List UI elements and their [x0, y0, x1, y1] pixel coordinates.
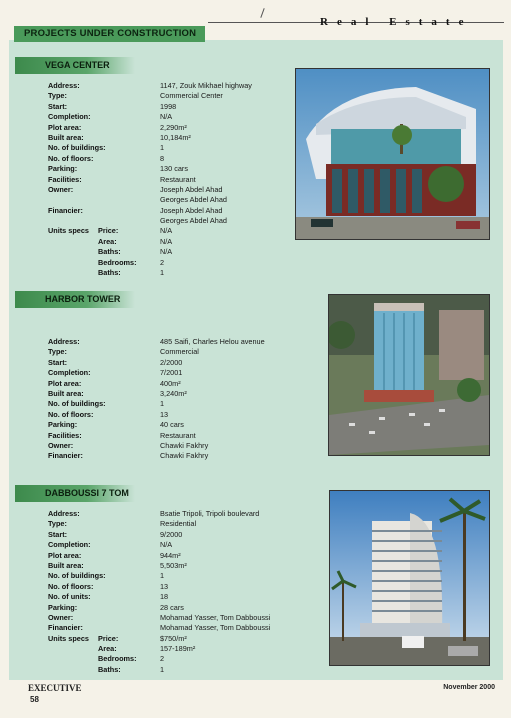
- spec-label: Type:: [48, 91, 67, 101]
- spec-row: [48, 112, 288, 122]
- spec-value: 1147, Zouk Mikhael highway: [160, 81, 252, 90]
- spec-row: [48, 451, 288, 461]
- spec-row: [48, 399, 288, 409]
- spec-row: [48, 268, 288, 278]
- spec-label: Completion:: [48, 540, 91, 550]
- spec-row: [48, 431, 288, 441]
- spec-sublabel: Baths:: [98, 268, 121, 278]
- spec-value: 2: [160, 257, 165, 267]
- spec-label-group: [48, 665, 160, 675]
- spec-label-group: [48, 237, 160, 247]
- spec-value: 13: [160, 409, 169, 419]
- spec-label-group: [48, 268, 160, 278]
- spec-value: 2/2000: [160, 357, 183, 367]
- spec-label: Address:: [48, 509, 80, 518]
- spec-label: Units specs: [48, 226, 89, 236]
- spec-label: Financier:: [48, 451, 83, 461]
- spec-value: 28 cars: [160, 602, 184, 612]
- spec-label: Plot area:: [48, 122, 82, 132]
- spec-value: 5,503m²: [160, 560, 187, 570]
- spec-row: [48, 185, 288, 195]
- spec-row: [48, 337, 288, 347]
- spec-label: Type:: [48, 519, 67, 529]
- spec-value: Joseph Abdel Ahad: [160, 205, 223, 215]
- spec-row: [48, 368, 288, 378]
- spec-value: N/A: [160, 112, 173, 122]
- spec-sublabel: Baths:: [98, 664, 121, 674]
- spec-label: No. of buildings:: [48, 571, 106, 581]
- spec-row: [48, 561, 288, 571]
- spec-value: 8: [160, 153, 165, 163]
- spec-value: 157-189m²: [160, 644, 196, 654]
- spec-value: 400m²: [160, 378, 181, 388]
- stray-mark: [260, 8, 264, 18]
- spec-value: 1: [160, 268, 165, 278]
- spec-row: [48, 665, 288, 675]
- spec-row: [48, 358, 288, 368]
- magazine-logo: EXECUTIVE: [28, 683, 82, 693]
- spec-label: Units specs: [48, 633, 89, 643]
- spec-label: Start:: [48, 529, 68, 539]
- spec-label: Built area:: [48, 132, 84, 142]
- spec-value: Mohamad Yasser, Tom Dabboussi: [160, 623, 271, 633]
- spec-value: Restaurant: [160, 174, 196, 184]
- spec-list-vega-center: [48, 81, 288, 278]
- spec-row: [48, 164, 288, 174]
- spec-value: 1998: [160, 101, 177, 111]
- spec-value: 2,290m²: [160, 122, 187, 132]
- spec-value: 9/2000: [160, 529, 183, 539]
- spec-row: [48, 654, 288, 664]
- spec-label: Owner:: [48, 612, 74, 622]
- spec-row: [48, 592, 288, 602]
- spec-value: 944m²: [160, 550, 181, 560]
- spec-sublabel: Area:: [98, 644, 117, 654]
- spec-label: Facilities:: [48, 174, 82, 184]
- spec-row: [48, 133, 288, 143]
- spec-value: Bsatie Tripoli, Tripoli boulevard: [160, 509, 260, 518]
- spec-row: [48, 551, 288, 561]
- spec-label: Facilities:: [48, 430, 82, 440]
- spec-value: Georges Abdel Ahad: [160, 195, 227, 205]
- spec-row: [48, 603, 288, 613]
- spec-label: Start:: [48, 357, 68, 367]
- spec-row: [48, 258, 288, 268]
- spec-row: [48, 206, 288, 216]
- spec-row: [48, 634, 288, 644]
- spec-row: [48, 571, 288, 581]
- spec-row: [48, 530, 288, 540]
- spec-label: Type:: [48, 347, 67, 357]
- spec-value: 1: [160, 664, 165, 674]
- spec-sublabel: Price:: [98, 226, 119, 236]
- spec-label-group: [48, 258, 160, 268]
- spec-row: [48, 420, 288, 430]
- spec-label: Completion:: [48, 368, 91, 378]
- page-number: 58: [30, 695, 39, 704]
- spec-label: Plot area:: [48, 550, 82, 560]
- spec-row: [48, 410, 288, 420]
- spec-row: [48, 154, 288, 164]
- spec-row: [48, 509, 288, 519]
- project-title-vega-center: VEGA CENTER: [15, 57, 135, 74]
- spec-label: [48, 195, 160, 205]
- spec-row: [48, 347, 288, 357]
- photo-harbor-tower: [328, 294, 490, 456]
- spec-row: [48, 613, 288, 623]
- spec-sublabel: Baths:: [98, 247, 121, 257]
- spec-label: No. of buildings:: [48, 399, 106, 409]
- spec-sublabel: Area:: [98, 236, 117, 246]
- spec-row: [48, 623, 288, 633]
- spec-row: [48, 195, 288, 205]
- spec-value: 3,240m²: [160, 388, 187, 398]
- spec-list-dabboussi-7-tom: [48, 509, 288, 675]
- spec-row: [48, 441, 288, 451]
- spec-row: [48, 123, 288, 133]
- spec-label: No. of floors:: [48, 409, 94, 419]
- spec-label: No. of buildings:: [48, 143, 106, 153]
- spec-row: [48, 102, 288, 112]
- spec-sublabel: Bedrooms:: [98, 257, 137, 267]
- spec-value: 1: [160, 143, 165, 153]
- spec-row: [48, 91, 288, 101]
- spec-value: N/A: [160, 247, 173, 257]
- spec-row: [48, 175, 288, 185]
- spec-value: N/A: [160, 236, 173, 246]
- spec-value: Residential: [160, 519, 197, 529]
- spec-row: [48, 644, 288, 654]
- spec-list-harbor-tower: [48, 337, 288, 462]
- spec-value: 1: [160, 399, 165, 409]
- spec-row: [48, 247, 288, 257]
- spec-value: 10,184m²: [160, 132, 191, 142]
- projects-banner: PROJECTS UNDER CONSTRUCTION: [14, 26, 205, 42]
- spec-label: Owner:: [48, 184, 74, 194]
- spec-label-group: [48, 634, 160, 644]
- photo-vega-center: [295, 68, 490, 240]
- spec-value: N/A: [160, 226, 173, 236]
- spec-row: [48, 540, 288, 550]
- spec-label: Financier:: [48, 205, 83, 215]
- spec-label: Built area:: [48, 560, 84, 570]
- spec-row: [48, 519, 288, 529]
- spec-value: 1: [160, 571, 165, 581]
- section-label: Real Estate: [320, 16, 473, 28]
- spec-label: Completion:: [48, 112, 91, 122]
- spec-value: 130 cars: [160, 164, 188, 174]
- spec-label-group: [48, 654, 160, 664]
- spec-value: $750/m²: [160, 633, 187, 643]
- spec-label: Built area:: [48, 388, 84, 398]
- spec-value: Chawki Fakhry: [160, 440, 209, 450]
- spec-row: [48, 216, 288, 226]
- spec-row: [48, 389, 288, 399]
- spec-label: Plot area:: [48, 378, 82, 388]
- spec-value: Georges Abdel Ahad: [160, 216, 227, 226]
- spec-value: 7/2001: [160, 368, 183, 378]
- spec-label: Address:: [48, 81, 80, 90]
- project-title-harbor-tower: HARBOR TOWER: [15, 291, 135, 308]
- spec-sublabel: Bedrooms:: [98, 654, 137, 664]
- spec-label-group: [48, 247, 160, 257]
- spec-label: No. of floors:: [48, 581, 94, 591]
- spec-value: 18: [160, 592, 169, 602]
- spec-label: Owner:: [48, 440, 74, 450]
- spec-label: Parking:: [48, 602, 78, 612]
- photo-dabboussi-7-tom: [329, 490, 490, 666]
- spec-value: Commercial Center: [160, 91, 223, 101]
- spec-row: [48, 582, 288, 592]
- spec-row: [48, 226, 288, 236]
- spec-value: Mohamad Yasser, Tom Dabboussi: [160, 612, 271, 622]
- spec-value: 40 cars: [160, 420, 184, 430]
- spec-value: Joseph Abdel Ahad: [160, 184, 223, 194]
- spec-row: [48, 379, 288, 389]
- spec-label: [48, 216, 160, 226]
- spec-value: Restaurant: [160, 430, 196, 440]
- spec-sublabel: Price:: [98, 633, 119, 643]
- spec-label: No. of units:: [48, 592, 91, 602]
- spec-label-group: [48, 644, 160, 654]
- spec-value: Commercial: [160, 347, 199, 357]
- spec-label-group: [48, 226, 160, 236]
- project-title-dabboussi-7-tom: DABBOUSSI 7 TOM: [15, 485, 135, 502]
- spec-value: N/A: [160, 540, 173, 550]
- issue-date: November 2000: [443, 684, 495, 691]
- spec-label: Start:: [48, 101, 68, 111]
- spec-label: Parking:: [48, 164, 78, 174]
- spec-label: No. of floors:: [48, 153, 94, 163]
- spec-label: Address:: [48, 337, 80, 346]
- spec-value: Chawki Fakhry: [160, 451, 209, 461]
- spec-label: Parking:: [48, 420, 78, 430]
- spec-row: [48, 143, 288, 153]
- spec-value: 2: [160, 654, 165, 664]
- spec-row: [48, 237, 288, 247]
- spec-value: 13: [160, 581, 169, 591]
- spec-value: 485 Saifi, Charles Helou avenue: [160, 337, 265, 346]
- spec-label: Financier:: [48, 623, 83, 633]
- spec-row: [48, 81, 288, 91]
